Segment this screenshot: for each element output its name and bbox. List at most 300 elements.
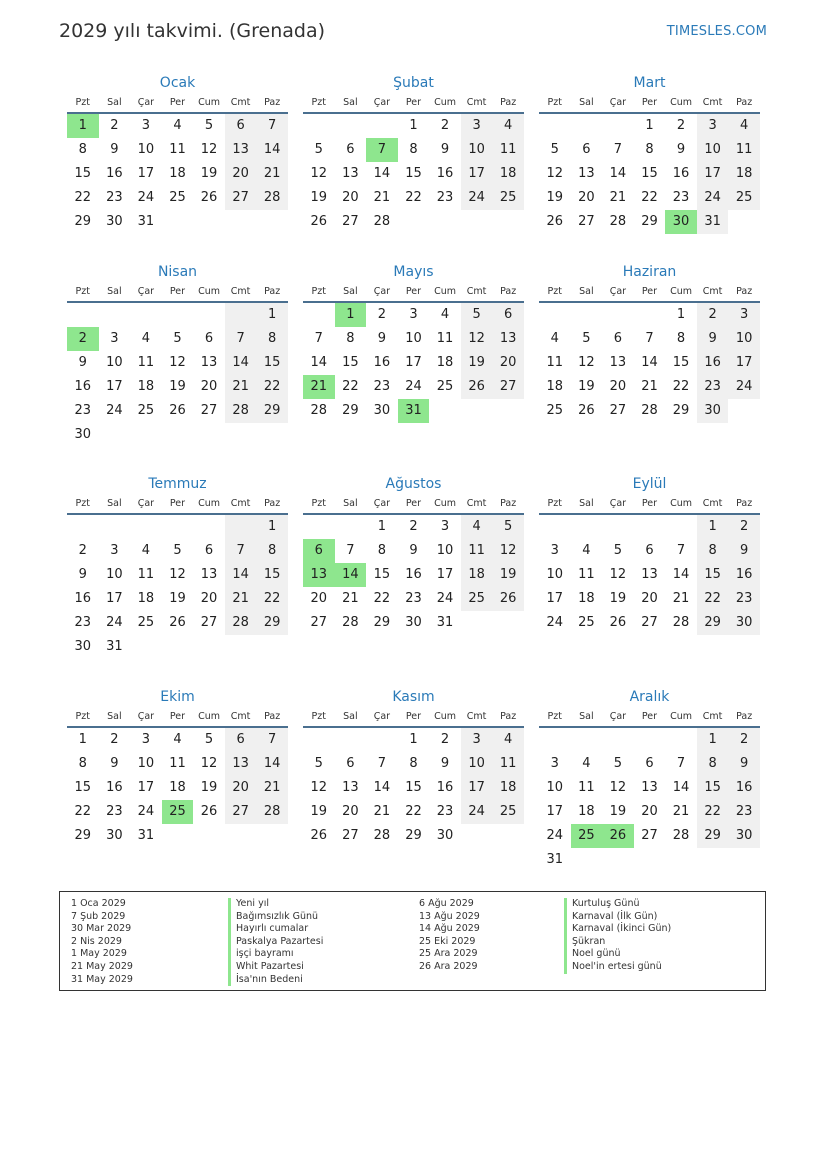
day-cell[interactable]: 3 <box>110 543 119 558</box>
day-cell[interactable]: 16 <box>106 780 123 795</box>
day-cell[interactable]: 24 <box>137 190 155 205</box>
day-cell[interactable]: 13 <box>492 327 524 351</box>
day-cell[interactable]: 20 <box>342 190 359 205</box>
day-cell[interactable]: 6 <box>645 756 654 771</box>
day-cell[interactable]: 27 <box>342 214 359 229</box>
day-cell[interactable]: 2 <box>409 519 418 534</box>
day-cell[interactable]: 8 <box>346 331 355 346</box>
day-cell[interactable]: 12 <box>578 355 595 370</box>
day-cell[interactable]: 8 <box>256 327 288 351</box>
day-cell[interactable]: 16 <box>405 567 422 582</box>
day-cell[interactable]: 1 <box>256 303 288 327</box>
day-cell[interactable]: 11 <box>728 138 760 162</box>
day-cell[interactable]: 21 <box>609 190 627 205</box>
day-cell[interactable]: 29 <box>256 399 288 423</box>
day-cell[interactable]: 15 <box>405 166 422 181</box>
day-cell[interactable]: 13 <box>641 567 658 582</box>
day-cell[interactable]: 25 <box>436 379 454 394</box>
day-cell[interactable]: 1 <box>645 118 654 133</box>
day-cell[interactable]: 1 <box>377 519 387 534</box>
day-cell[interactable]: 11 <box>492 138 524 162</box>
day-cell[interactable]: 9 <box>377 331 387 346</box>
day-cell[interactable]: 22 <box>697 800 729 824</box>
day-cell[interactable]: 8 <box>676 331 686 346</box>
day-cell[interactable]: 3 <box>110 331 119 346</box>
day-cell[interactable]: 9 <box>697 327 729 351</box>
day-cell[interactable]: 30 <box>106 214 123 229</box>
day-cell[interactable]: 8 <box>78 756 87 771</box>
day-cell[interactable]: 4 <box>492 114 524 138</box>
day-cell[interactable]: 16 <box>728 776 760 800</box>
day-cell[interactable]: 6 <box>613 331 623 346</box>
day-cell[interactable]: 19 <box>169 379 186 394</box>
day-cell[interactable]: 4 <box>173 118 182 133</box>
day-cell[interactable]: 31 <box>137 214 155 229</box>
day-cell[interactable]: 23 <box>106 804 123 819</box>
day-cell[interactable]: 10 <box>405 331 422 346</box>
day-cell[interactable]: 2 <box>67 327 99 351</box>
day-cell[interactable]: 13 <box>342 166 359 181</box>
day-cell[interactable]: 29 <box>405 828 422 843</box>
day-cell[interactable]: 15 <box>74 780 92 795</box>
day-cell[interactable]: 6 <box>225 114 257 138</box>
day-cell[interactable]: 17 <box>405 355 422 370</box>
day-cell[interactable]: 8 <box>409 142 418 157</box>
day-cell[interactable]: 22 <box>405 804 422 819</box>
day-cell[interactable]: 11 <box>546 355 564 370</box>
day-cell[interactable]: 26 <box>546 214 564 229</box>
day-cell[interactable]: 1 <box>676 307 686 322</box>
day-cell[interactable]: 12 <box>169 355 186 370</box>
day-cell[interactable]: 14 <box>256 138 288 162</box>
day-cell[interactable]: 10 <box>728 327 760 351</box>
day-cell[interactable]: 6 <box>204 331 214 346</box>
day-cell[interactable]: 19 <box>609 591 627 606</box>
day-cell[interactable]: 12 <box>546 166 564 181</box>
day-cell[interactable]: 17 <box>137 780 155 795</box>
day-cell[interactable]: 14 <box>373 780 391 795</box>
day-cell[interactable]: 8 <box>256 539 288 563</box>
day-cell[interactable]: 20 <box>225 162 257 186</box>
day-cell[interactable]: 20 <box>578 190 595 205</box>
day-cell[interactable]: 31 <box>398 399 430 423</box>
day-cell[interactable]: 7 <box>613 142 623 157</box>
day-cell[interactable]: 6 <box>303 539 335 563</box>
day-cell[interactable]: 16 <box>672 166 690 181</box>
day-cell[interactable]: 6 <box>582 142 591 157</box>
day-cell[interactable]: 5 <box>492 515 524 539</box>
day-cell[interactable]: 19 <box>310 804 328 819</box>
day-cell[interactable]: 7 <box>225 327 257 351</box>
day-cell[interactable]: 26 <box>492 587 524 611</box>
day-cell[interactable]: 12 <box>609 780 627 795</box>
day-cell[interactable]: 8 <box>697 752 729 776</box>
day-cell[interactable]: 16 <box>74 591 92 606</box>
day-cell[interactable]: 5 <box>613 543 623 558</box>
day-cell[interactable]: 27 <box>609 403 627 418</box>
day-cell[interactable]: 26 <box>609 615 627 630</box>
day-cell[interactable]: 20 <box>641 591 658 606</box>
day-cell[interactable]: 27 <box>342 828 359 843</box>
day-cell[interactable]: 23 <box>436 804 454 819</box>
day-cell[interactable]: 7 <box>377 756 387 771</box>
day-cell[interactable]: 11 <box>461 539 493 563</box>
day-cell[interactable]: 1 <box>335 303 367 327</box>
day-cell[interactable]: 15 <box>256 563 288 587</box>
day-cell[interactable]: 9 <box>728 752 760 776</box>
day-cell[interactable]: 11 <box>137 355 155 370</box>
day-cell[interactable]: 4 <box>141 543 151 558</box>
day-cell[interactable]: 12 <box>492 539 524 563</box>
day-cell[interactable]: 19 <box>492 563 524 587</box>
day-cell[interactable]: 11 <box>492 752 524 776</box>
day-cell[interactable]: 1 <box>409 732 418 747</box>
day-cell[interactable]: 24 <box>106 615 123 630</box>
day-cell[interactable]: 18 <box>546 379 564 394</box>
day-cell[interactable]: 9 <box>440 756 450 771</box>
day-cell[interactable]: 7 <box>346 543 355 558</box>
day-cell[interactable]: 17 <box>137 166 155 181</box>
day-cell[interactable]: 16 <box>436 780 454 795</box>
day-cell[interactable]: 28 <box>225 611 257 635</box>
day-cell[interactable]: 27 <box>578 214 595 229</box>
day-cell[interactable]: 24 <box>546 615 564 630</box>
day-cell[interactable]: 16 <box>106 166 123 181</box>
day-cell[interactable]: 28 <box>225 399 257 423</box>
day-cell[interactable]: 3 <box>550 756 559 771</box>
day-cell[interactable]: 19 <box>461 351 493 375</box>
day-cell[interactable]: 20 <box>342 804 359 819</box>
day-cell[interactable]: 31 <box>137 828 155 843</box>
day-cell[interactable]: 3 <box>440 519 450 534</box>
day-cell[interactable]: 21 <box>342 591 359 606</box>
day-cell[interactable]: 26 <box>169 403 186 418</box>
day-cell[interactable]: 4 <box>461 515 493 539</box>
day-cell[interactable]: 27 <box>310 615 328 630</box>
day-cell[interactable]: 24 <box>405 379 422 394</box>
day-cell[interactable]: 12 <box>310 780 328 795</box>
day-cell[interactable]: 18 <box>728 162 760 186</box>
day-cell[interactable]: 18 <box>137 591 155 606</box>
day-cell[interactable]: 10 <box>106 355 123 370</box>
day-cell[interactable]: 11 <box>578 567 595 582</box>
day-cell[interactable]: 23 <box>74 615 92 630</box>
day-cell[interactable]: 30 <box>74 427 92 442</box>
day-cell[interactable]: 14 <box>609 166 627 181</box>
day-cell[interactable]: 31 <box>546 852 564 867</box>
day-cell[interactable]: 4 <box>550 331 559 346</box>
day-cell[interactable]: 23 <box>728 800 760 824</box>
day-cell[interactable]: 1 <box>256 515 288 539</box>
day-cell[interactable]: 15 <box>697 563 729 587</box>
day-cell[interactable]: 3 <box>461 728 493 752</box>
day-cell[interactable]: 18 <box>169 166 186 181</box>
day-cell[interactable]: 19 <box>609 804 627 819</box>
day-cell[interactable]: 8 <box>377 543 387 558</box>
day-cell[interactable]: 5 <box>582 331 591 346</box>
day-cell[interactable]: 31 <box>436 615 454 630</box>
day-cell[interactable]: 27 <box>225 186 257 210</box>
day-cell[interactable]: 4 <box>582 543 591 558</box>
day-cell[interactable]: 30 <box>74 639 92 654</box>
day-cell[interactable]: 19 <box>169 591 186 606</box>
day-cell[interactable]: 4 <box>582 756 591 771</box>
day-cell[interactable]: 7 <box>676 543 686 558</box>
day-cell[interactable]: 2 <box>676 118 686 133</box>
day-cell[interactable]: 9 <box>409 543 418 558</box>
day-cell[interactable]: 21 <box>672 804 690 819</box>
day-cell[interactable]: 22 <box>672 379 690 394</box>
day-cell[interactable]: 28 <box>672 615 690 630</box>
day-cell[interactable]: 21 <box>225 375 257 399</box>
day-cell[interactable]: 12 <box>200 756 218 771</box>
day-cell[interactable]: 28 <box>373 828 391 843</box>
day-cell[interactable]: 14 <box>641 355 658 370</box>
day-cell[interactable]: 12 <box>200 142 218 157</box>
day-cell[interactable]: 7 <box>645 331 654 346</box>
day-cell[interactable]: 1 <box>409 118 418 133</box>
day-cell[interactable]: 9 <box>78 355 87 370</box>
day-cell[interactable]: 16 <box>697 351 729 375</box>
day-cell[interactable]: 25 <box>546 403 564 418</box>
day-cell[interactable]: 25 <box>137 403 155 418</box>
day-cell[interactable]: 22 <box>697 587 729 611</box>
day-cell[interactable]: 20 <box>492 351 524 375</box>
day-cell[interactable]: 5 <box>550 142 559 157</box>
day-cell[interactable]: 10 <box>546 567 564 582</box>
day-cell[interactable]: 23 <box>672 190 690 205</box>
day-cell[interactable]: 16 <box>74 379 92 394</box>
day-cell[interactable]: 14 <box>335 563 367 587</box>
day-cell[interactable]: 18 <box>169 780 186 795</box>
day-cell[interactable]: 17 <box>697 162 729 186</box>
day-cell[interactable]: 5 <box>314 756 323 771</box>
day-cell[interactable]: 3 <box>461 114 493 138</box>
day-cell[interactable]: 7 <box>256 728 288 752</box>
day-cell[interactable]: 19 <box>310 190 328 205</box>
day-cell[interactable]: 1 <box>697 728 729 752</box>
day-cell[interactable]: 14 <box>256 752 288 776</box>
day-cell[interactable]: 18 <box>492 162 524 186</box>
day-cell[interactable]: 3 <box>141 118 151 133</box>
day-cell[interactable]: 23 <box>373 379 391 394</box>
day-cell[interactable]: 9 <box>78 567 87 582</box>
day-cell[interactable]: 6 <box>346 756 355 771</box>
day-cell[interactable]: 1 <box>78 732 87 747</box>
day-cell[interactable]: 17 <box>461 776 493 800</box>
day-cell[interactable]: 23 <box>74 403 92 418</box>
day-cell[interactable]: 7 <box>256 114 288 138</box>
day-cell[interactable]: 15 <box>641 166 658 181</box>
day-cell[interactable]: 24 <box>728 375 760 399</box>
day-cell[interactable]: 24 <box>546 828 564 843</box>
day-cell[interactable]: 19 <box>200 166 218 181</box>
day-cell[interactable]: 9 <box>676 142 686 157</box>
day-cell[interactable]: 28 <box>672 828 690 843</box>
day-cell[interactable]: 25 <box>169 190 186 205</box>
day-cell[interactable]: 23 <box>728 587 760 611</box>
day-cell[interactable]: 25 <box>492 186 524 210</box>
day-cell[interactable]: 31 <box>697 210 729 234</box>
day-cell[interactable]: 8 <box>645 142 654 157</box>
day-cell[interactable]: 3 <box>409 307 418 322</box>
day-cell[interactable]: 2 <box>697 303 729 327</box>
day-cell[interactable]: 6 <box>346 142 355 157</box>
day-cell[interactable]: 10 <box>436 543 454 558</box>
day-cell[interactable]: 20 <box>609 379 627 394</box>
day-cell[interactable]: 11 <box>436 331 454 346</box>
day-cell[interactable]: 6 <box>225 728 257 752</box>
day-cell[interactable]: 23 <box>106 190 123 205</box>
day-cell[interactable]: 21 <box>373 804 391 819</box>
day-cell[interactable]: 10 <box>461 752 493 776</box>
day-cell[interactable]: 12 <box>169 567 186 582</box>
day-cell[interactable]: 8 <box>697 539 729 563</box>
day-cell[interactable]: 14 <box>225 563 257 587</box>
day-cell[interactable]: 7 <box>366 138 398 162</box>
day-cell[interactable]: 25 <box>728 186 760 210</box>
day-cell[interactable]: 25 <box>162 800 194 824</box>
day-cell[interactable]: 10 <box>697 138 729 162</box>
day-cell[interactable]: 14 <box>672 567 690 582</box>
day-cell[interactable]: 18 <box>461 563 493 587</box>
day-cell[interactable]: 7 <box>676 756 686 771</box>
day-cell[interactable]: 8 <box>409 756 418 771</box>
day-cell[interactable]: 14 <box>373 166 391 181</box>
day-cell[interactable]: 13 <box>200 567 218 582</box>
day-cell[interactable]: 10 <box>137 142 155 157</box>
day-cell[interactable]: 4 <box>492 728 524 752</box>
day-cell[interactable]: 15 <box>256 351 288 375</box>
day-cell[interactable]: 19 <box>546 190 564 205</box>
day-cell[interactable]: 15 <box>405 780 422 795</box>
day-cell[interactable]: 2 <box>78 543 87 558</box>
day-cell[interactable]: 29 <box>697 611 729 635</box>
day-cell[interactable]: 29 <box>672 403 690 418</box>
day-cell[interactable]: 26 <box>602 824 634 848</box>
day-cell[interactable]: 21 <box>256 776 288 800</box>
day-cell[interactable]: 28 <box>373 214 391 229</box>
day-cell[interactable]: 17 <box>728 351 760 375</box>
day-cell[interactable]: 12 <box>461 327 493 351</box>
day-cell[interactable]: 26 <box>200 190 218 205</box>
day-cell[interactable]: 14 <box>310 355 328 370</box>
day-cell[interactable]: 30 <box>665 210 697 234</box>
day-cell[interactable]: 17 <box>546 591 564 606</box>
day-cell[interactable]: 24 <box>436 591 454 606</box>
day-cell[interactable]: 29 <box>74 214 92 229</box>
day-cell[interactable]: 22 <box>641 190 658 205</box>
day-cell[interactable]: 15 <box>74 166 92 181</box>
day-cell[interactable]: 20 <box>310 591 328 606</box>
day-cell[interactable]: 13 <box>200 355 218 370</box>
day-cell[interactable]: 24 <box>697 186 729 210</box>
day-cell[interactable]: 27 <box>641 828 658 843</box>
day-cell[interactable]: 11 <box>169 756 186 771</box>
day-cell[interactable]: 5 <box>314 142 323 157</box>
day-cell[interactable]: 2 <box>110 732 119 747</box>
day-cell[interactable]: 25 <box>492 800 524 824</box>
day-cell[interactable]: 22 <box>405 190 422 205</box>
day-cell[interactable]: 28 <box>342 615 359 630</box>
day-cell[interactable]: 16 <box>728 563 760 587</box>
day-cell[interactable]: 13 <box>609 355 627 370</box>
day-cell[interactable]: 7 <box>225 539 257 563</box>
day-cell[interactable]: 20 <box>641 804 658 819</box>
day-cell[interactable]: 28 <box>641 403 658 418</box>
day-cell[interactable]: 20 <box>225 776 257 800</box>
day-cell[interactable]: 25 <box>571 824 603 848</box>
day-cell[interactable]: 15 <box>672 355 690 370</box>
day-cell[interactable]: 9 <box>728 539 760 563</box>
day-cell[interactable]: 29 <box>641 214 658 229</box>
day-cell[interactable]: 3 <box>550 543 559 558</box>
day-cell[interactable]: 6 <box>492 303 524 327</box>
day-cell[interactable]: 27 <box>225 800 257 824</box>
day-cell[interactable]: 30 <box>373 403 391 418</box>
day-cell[interactable]: 21 <box>672 591 690 606</box>
day-cell[interactable]: 27 <box>200 403 218 418</box>
day-cell[interactable]: 10 <box>106 567 123 582</box>
day-cell[interactable]: 9 <box>110 142 119 157</box>
day-cell[interactable]: 2 <box>440 732 450 747</box>
day-cell[interactable]: 6 <box>645 543 654 558</box>
day-cell[interactable]: 4 <box>141 331 151 346</box>
day-cell[interactable]: 2 <box>728 728 760 752</box>
day-cell[interactable]: 13 <box>641 780 658 795</box>
day-cell[interactable]: 17 <box>461 162 493 186</box>
day-cell[interactable]: 31 <box>106 639 123 654</box>
day-cell[interactable]: 30 <box>106 828 123 843</box>
day-cell[interactable]: 24 <box>461 800 493 824</box>
day-cell[interactable]: 14 <box>225 351 257 375</box>
day-cell[interactable]: 10 <box>461 138 493 162</box>
day-cell[interactable]: 11 <box>578 780 595 795</box>
day-cell[interactable]: 27 <box>641 615 658 630</box>
day-cell[interactable]: 23 <box>405 591 422 606</box>
day-cell[interactable]: 4 <box>173 732 182 747</box>
day-cell[interactable]: 15 <box>697 776 729 800</box>
day-cell[interactable]: 21 <box>303 375 335 399</box>
day-cell[interactable]: 7 <box>314 331 323 346</box>
day-cell[interactable]: 22 <box>74 190 92 205</box>
day-cell[interactable]: 28 <box>256 186 288 210</box>
day-cell[interactable]: 18 <box>137 379 155 394</box>
day-cell[interactable]: 3 <box>141 732 151 747</box>
day-cell[interactable]: 20 <box>200 379 218 394</box>
day-cell[interactable]: 29 <box>256 611 288 635</box>
day-cell[interactable]: 26 <box>169 615 186 630</box>
day-cell[interactable]: 9 <box>110 756 119 771</box>
day-cell[interactable]: 5 <box>173 543 182 558</box>
day-cell[interactable]: 26 <box>310 214 328 229</box>
day-cell[interactable]: 12 <box>310 166 328 181</box>
day-cell[interactable]: 1 <box>697 515 729 539</box>
day-cell[interactable]: 30 <box>436 828 454 843</box>
day-cell[interactable]: 11 <box>169 142 186 157</box>
day-cell[interactable]: 26 <box>578 403 595 418</box>
day-cell[interactable]: 19 <box>578 379 595 394</box>
day-cell[interactable]: 24 <box>137 804 155 819</box>
day-cell[interactable]: 8 <box>78 142 87 157</box>
day-cell[interactable]: 22 <box>256 375 288 399</box>
day-cell[interactable]: 5 <box>461 303 493 327</box>
day-cell[interactable]: 5 <box>204 732 214 747</box>
day-cell[interactable]: 30 <box>728 611 760 635</box>
day-cell[interactable]: 2 <box>440 118 450 133</box>
day-cell[interactable]: 29 <box>373 615 391 630</box>
day-cell[interactable]: 1 <box>67 114 99 138</box>
